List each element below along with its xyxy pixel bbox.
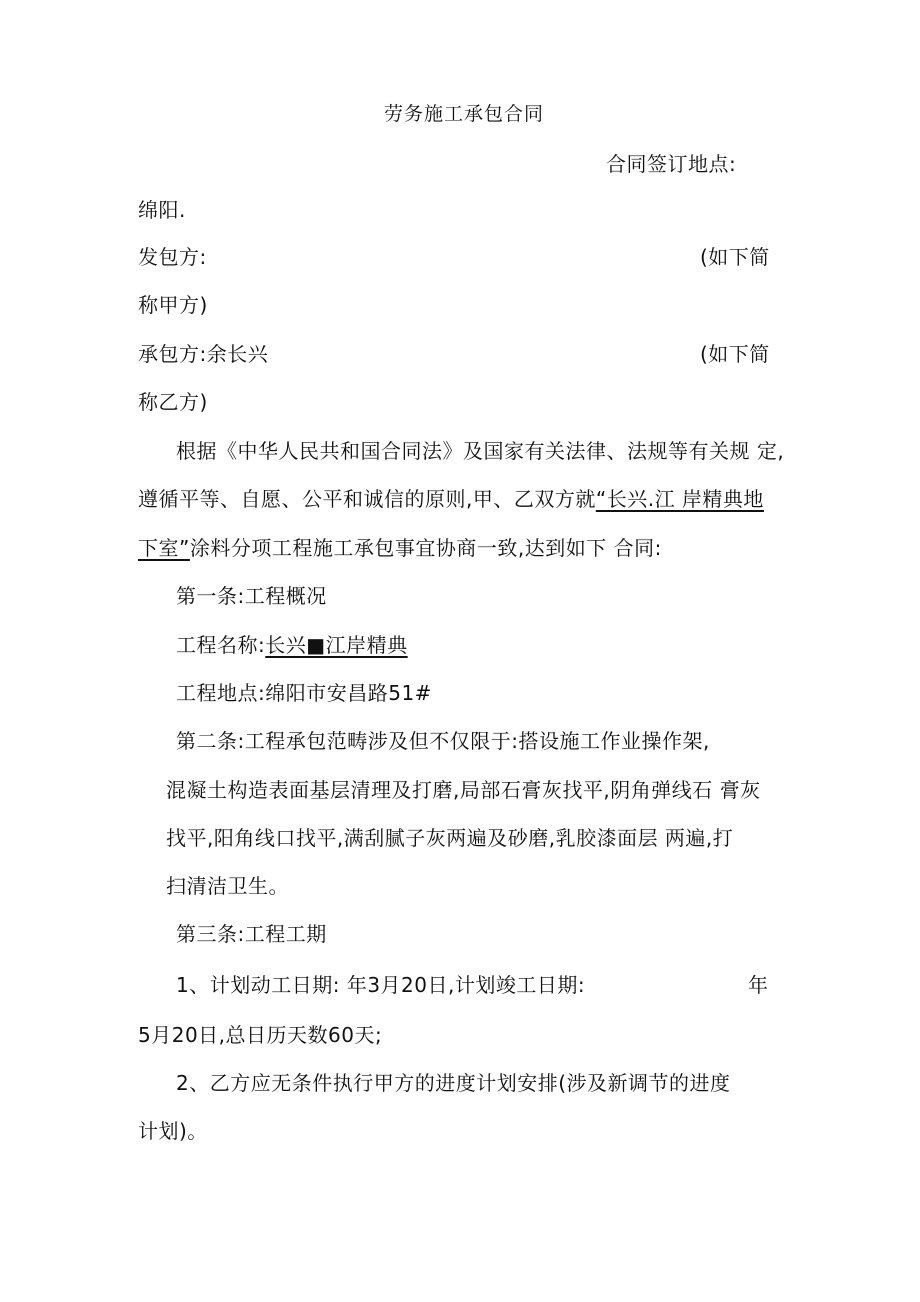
article-1-heading: 第一条:工程概况	[176, 584, 327, 608]
project-name-label: 工程名称:	[176, 633, 266, 657]
preamble-line-1: 根据《中华人民共和国合同法》及国家有关法律、法规等有关规 定,	[176, 439, 785, 463]
project-name	[176, 631, 408, 659]
article-2-line-4: 扫清洁卫生。	[166, 874, 289, 898]
schedule-item-2-line-1: 2、乙方应无条件执行甲方的进度计划安排(涉及新调节的进度	[176, 1071, 731, 1095]
preamble-line-3	[138, 534, 662, 562]
party-a-label: 发包方:	[138, 245, 207, 269]
signing-place-label: 合同签订地点:	[606, 152, 737, 176]
article-3-heading: 第三条:工程工期	[176, 922, 327, 946]
party-a-alias-end: 称甲方)	[138, 293, 208, 317]
project-name-value: 长兴■江岸精典	[265, 633, 408, 657]
article-2-line-2: 混凝土构造表面基层清理及打磨,局部石膏灰找平,阴角弹线石 膏灰	[166, 778, 761, 802]
preamble-line-3-text: 涂料分项工程施工承包事宜协商一致,达到如下 合同:	[189, 536, 662, 560]
schedule-item-1-line-1: 1、计划动工日期: 年3月20日,计划竣工日期:	[176, 973, 586, 997]
article-2-line-3: 找平,阳角线口找平,满刮腻子灰两遍及砂磨,乳胶漆面层 两遍,打	[166, 826, 734, 850]
article-2-line-1: 第二条:工程承包范畴涉及但不仅限于:搭设施工作业操作架,	[176, 729, 710, 753]
preamble-line-2-text: 遵循平等、自愿、公平和诚信的原则,甲、乙双方就	[138, 487, 596, 511]
document-title: 劳务施工承包合同	[384, 103, 545, 125]
party-b-alias-start: (如下简	[700, 342, 770, 366]
party-b-alias-end: 称乙方)	[138, 390, 208, 414]
party-a-alias-start: (如下简	[700, 245, 770, 269]
project-quote-end: 下室”	[138, 536, 190, 560]
schedule-item-2-line-2: 计划)。	[138, 1119, 208, 1143]
project-location: 工程地点:绵阳市安昌路51#	[176, 681, 432, 705]
project-quote-start: “长兴.江 岸精典地	[595, 487, 764, 511]
schedule-item-1-year: 年	[748, 973, 769, 997]
party-b-label: 承包方:余长兴	[138, 342, 269, 366]
signing-place-value: 绵阳.	[138, 198, 186, 222]
preamble-line-2	[138, 485, 764, 513]
schedule-item-1-line-2: 5月20日,总日历天数60天;	[138, 1023, 383, 1047]
